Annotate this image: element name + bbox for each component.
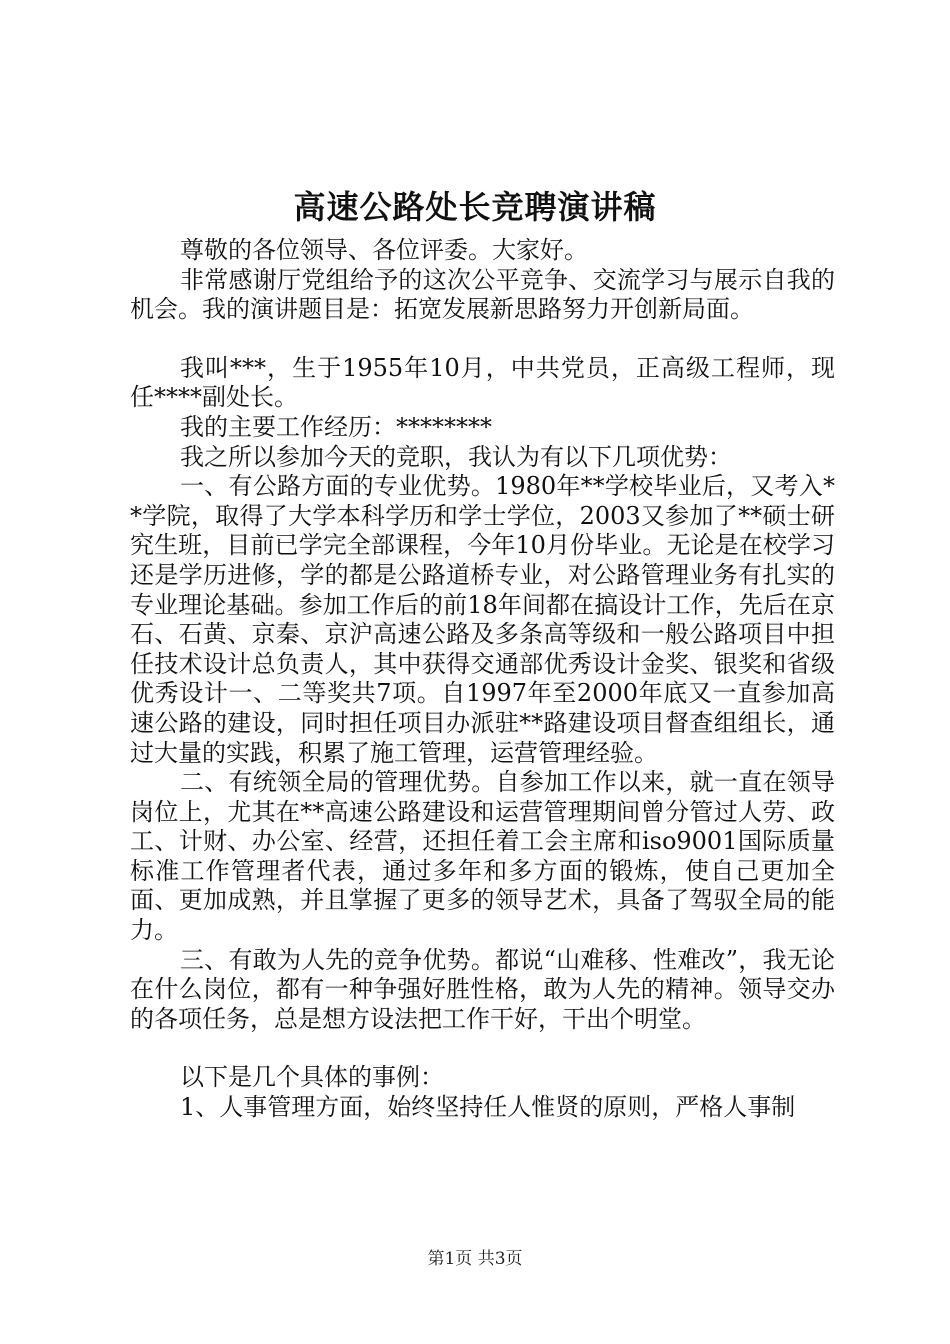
page-footer: 第1页 共3页: [427, 1249, 523, 1269]
document-title: 高速公路处长竞聘演讲稿: [293, 188, 657, 226]
paragraph-thanks: 非常感谢厅党组给予的这次公平竞争、交流学习与展示自我的机会。我的演讲题目是：拓宽发展新思路努力开创新局面。: [130, 265, 835, 324]
paragraph-spacer: [130, 1034, 835, 1063]
paragraph-advantage-1: 一、有公路方面的专业优势。1980年**学校毕业后，又考入**学院，取得了大学本科学历和学士学位，2003又参加了**硕士研究生班，目前已学完全部课程，今年10月份毕业。无论是在校学习还是学历进修，学的都是公路道桥专业，对公路管理业务有扎实的专业理论基础。参加工作后的前18年间都在搞设计工作，先后在京石、石黄、京秦、京沪高速公路及多条高等级和一般公路项目中担任技术设计总负责人，其中获得交通部优秀设计金奖、银奖和省级优秀设计一、二等奖共7项。自1997年至2000年底又一直参加高速公路的建设，同时担任项目办派驻**路建设项目督查组组长，通过大量的实践，积累了施工管理，运营管理经验。: [130, 472, 835, 767]
paragraph-experience: 我的主要工作经历：********: [180, 412, 492, 441]
paragraph-examples-intro: 以下是几个具体的事例：: [180, 1063, 444, 1092]
paragraph-greeting: 尊敬的各位领导、各位评委。大家好。: [180, 236, 588, 264]
paragraph-advantages-intro: 我之所以参加今天的竞职，我认为有以下几项优势：: [180, 442, 732, 471]
paragraph-intro: 我叫***，生于1955年10月，中共党员，正高级工程师，现任****副处长。: [130, 353, 835, 412]
paragraph-advantage-2: 二、有统领全局的管理优势。自参加工作以来，就一直在领导岗位上，尤其在**高速公路建设和运营管理期间曾分管过人劳、政工、计财、办公室、经营，还担任着工会主席和iso9001国际质量标准工作管理者代表，通过多年和多方面的锻炼，使自己更加全面、更加成熟，并且掌握了更多的领导艺术，具备了驾驭全局的能力。: [130, 768, 835, 945]
paragraph-spacer: [130, 325, 835, 354]
paragraph-example-1: 1、人事管理方面，始终坚持任人惟贤的原则，严格人事制: [180, 1093, 796, 1122]
document-body: [130, 236, 835, 1123]
paragraph-advantage-3: 三、有敢为人先的竞争优势。都说“山难移、性难改”，我无论在什么岗位，都有一种争强好胜性格，敢为人先的精神。领导交办的各项任务，总是想方设法把工作干好，干出个明堂。: [130, 945, 835, 1033]
